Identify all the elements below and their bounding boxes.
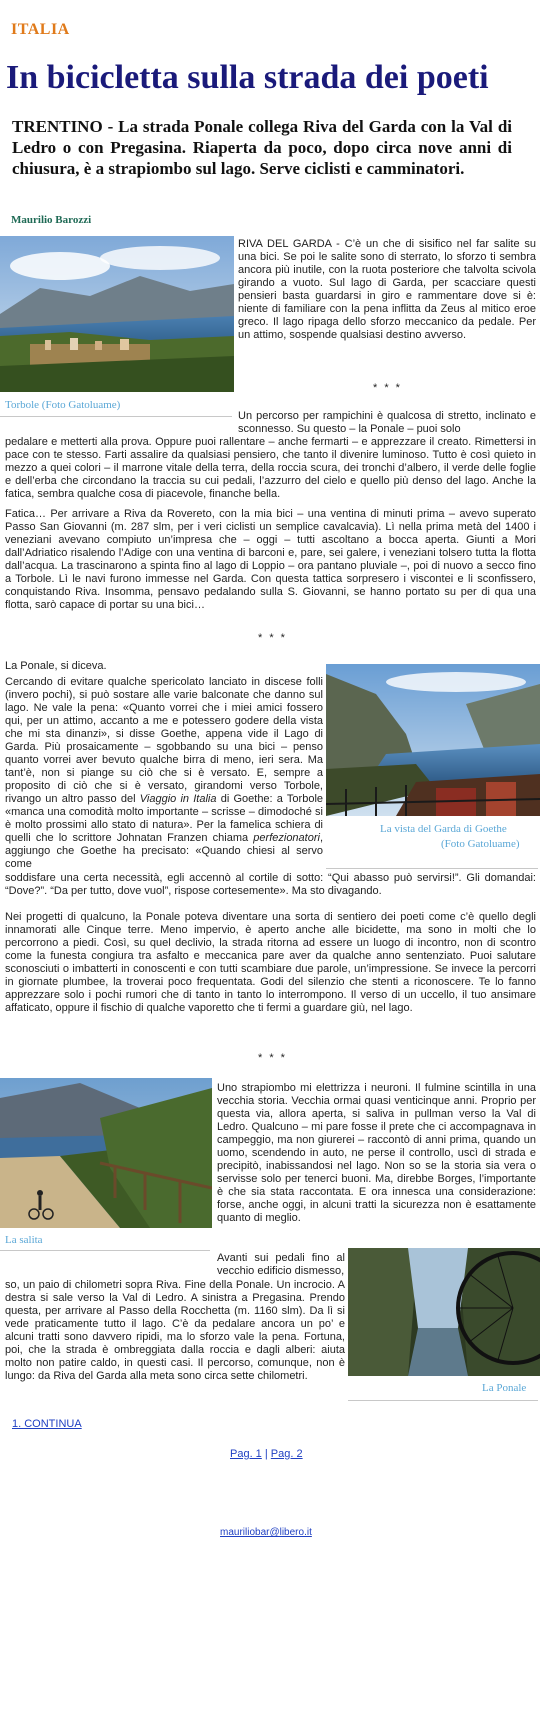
paragraph-4-text-b: di Goethe: a Torbole «manca una comodità molto importante – scrisse – dimodoché si è molto prossimi allo stato di natura». Per la famelica schiera di quelli che lo scrittore Johnatan Franzen chiama	[5, 793, 324, 844]
continue-link[interactable]: 1. CONTINUA	[12, 1418, 82, 1430]
page-1-link[interactable]: Pag. 1	[230, 1448, 262, 1460]
paragraph-2-intro: Un percorso per rampichini è qualcosa di stretto, inclinato e sconnesso. Su questo – la Ponale – puoi solo	[238, 410, 536, 435]
section-label: ITALIA	[11, 21, 70, 38]
pagination	[230, 1448, 303, 1460]
section-separator: * * *	[258, 632, 287, 644]
torbole-image	[0, 236, 234, 392]
photo-salita	[0, 1078, 212, 1228]
caption-divider	[0, 1250, 210, 1251]
book-title: Viaggio in Italia	[139, 793, 217, 805]
paragraph-7-intro: Avanti sui pedali fino al vecchio edificio dismesso,	[217, 1252, 345, 1277]
photo-ponale	[348, 1248, 540, 1376]
paragraph-3: Fatica… Per arrivare a Riva da Rovereto, con la mia bici – una ventina di minuti prima – avevo superato Passo San Giovanni (m. 287 slm, per i veri ciclisti un semplice cavalcavia). Lì nella prima metà del 1400 i veneziani avevano compiuto un’impresa che – oggi – tutti ascoltano a bocca aperta. Giunti a Mori dall’Adriatico risalendo l’Adige con una ventina di barconi e, pare, sei galere, i veneziani tolsero tutta la flotta dall’acqua. La trascinarono a spinta fino al lago di Loppio – ora pantano pluviale –, poi di nuovo a secco fino a Torbole. Lì le navi furono immesse nel Garda. Con questa tattica sorpresero i viscontei e li sconfissero, conquistando Riva. Insomma, pensavo pedalando sulla S. Giovanni, se hanno portato su per di qua una flotta, sarò capace di portar su una bici…	[5, 508, 536, 611]
author-email-link[interactable]: mauriliobar@libero.it	[220, 1527, 312, 1538]
photo-goethe-view	[326, 664, 540, 816]
article-author: Maurilio Barozzi	[11, 214, 92, 226]
article-subheading: TRENTINO - La strada Ponale collega Riva del Garda con la Val di Ledro o con Pregasina. Riaperta da poco, dopo circa nove anni di chiusura, è a strapiombo sul lago. Serve ciclisti e camminatori.	[12, 117, 512, 178]
caption-torbole: Torbole (Foto Gatoluame)	[5, 399, 121, 411]
salita-image	[0, 1078, 212, 1228]
paragraph-1: RIVA DEL GARDA - C’è un che di sisifico nel far salite su una bici. Se poi le salite sono di sterrato, lo sforzo ti sembra ancora più inutile, con la ruota posteriore che talvolta scivola girando a vuoto. Sul lago di Garda, per scacciare questi pensieri basta guardarsi in giro e rammentare dove si è: niente di familiare con la pena inflitta da Zeus al mitico eroe greco. Il lago ripaga dello sforzo meccanico da pedale. Per un attimo, sospende qualsiasi destino avverso.	[238, 238, 536, 341]
caption-goethe-view-2: (Foto Gatoluame)	[441, 838, 520, 850]
caption-salita: La salita	[5, 1234, 43, 1246]
paragraph-4	[5, 676, 323, 871]
paragraph-2: pedalare e metterti alla prova. Oppure puoi rallentare – anche fermarti – e apprezzare il creato. Rimettersi in pace con te stesso. Farti assalire da qualsiasi pensiero, che tanto il divenire luminoso. Tutto è così quieto in mezzo a quei colori – il marrone vitale della terra, della roccia scura, dei tronchi d’albero, il verde delle foglie e dell’erba che circondano la traccia su cui pedali, l’azzurro del cielo e quello più denso del lago. Anche la fatica, sembra qualche cosa di piacevole, finanche bella.	[5, 436, 536, 500]
section-separator: * * *	[258, 1052, 287, 1064]
caption-goethe-view-1: La vista del Garda di Goethe	[380, 823, 507, 835]
paragraph-6: Uno strapiombo mi elettrizza i neuroni. Il fulmine scintilla in una vecchia storia. Vecchia ormai quasi venticinque anni. Proprio per questa via, allora aperta, si saliva in pullman verso la Val di Ledro. Qualcuno – mi pare fosse il prete che ci accompagnava in campeggio, ma non giurerei – raccontò di anni prima, quando un uomo, scendendo in auto, ne perse il controllo, uscì di strada e precipitò, inabissandosi nel lago. Non so se la storia sia vera o servisse solo per tenerci buoni. Ma, direbbe Borges, l’importante è che sia stata raccontata. E ora innesca una considerazione: forse, anche oggi, in alcuni tratti la sicurezza non è esattamente quanto di meglio.	[217, 1082, 536, 1224]
caption-divider	[326, 868, 538, 869]
photo-torbole	[0, 236, 234, 392]
caption-divider	[348, 1400, 538, 1401]
paragraph-4-intro: La Ponale, si diceva.	[5, 660, 107, 672]
article-headline: In bicicletta sulla strada dei poeti	[6, 59, 489, 96]
paragraph-7: so, un paio di chilometri sopra Riva. Fine della Ponale. Un incrocio. A destra si sale verso la Val di Ledro. A sinistra a Pregasina. Prendo questa, per arrivare al Passo della Rocchetta (m. 1160 slm). Da lì si vede praticamente tutto il lago. C’è da pedalare ancora un po’ e alcuni tratti sono davvero ripidi, ma lo sforzo vale la pena. Fortuna, poi, che la strada è ombreggiata dalla roccia e dagli alberi: aiuta molto non patire caldo, in questi casi. Il percorso, comunque, non è lungo: da Riva del Garda alla meta sono circa sette chilometri.	[5, 1279, 345, 1382]
perfezionatori-term: perfezionatori	[253, 832, 320, 844]
paragraph-4-text-c: , aggiungo che Goethe ha precisato: «Quando chiesi al servo come	[5, 832, 324, 870]
caption-divider	[0, 416, 232, 417]
section-separator: * * *	[373, 382, 402, 394]
caption-ponale: La Ponale	[482, 1382, 527, 1394]
ponale-image	[348, 1248, 540, 1376]
page-2-link[interactable]: Pag. 2	[270, 1448, 303, 1460]
paragraph-4-end: soddisfare una certa necessità, egli accennò al cortile di sotto: “Qui abasso può servirsi!”. Gli domandai: “Dove?”. “Da per tutto, dove vuol”, rispose cortesemente». Ma sto divagando.	[5, 872, 536, 897]
paragraph-5: Nei progetti di qualcuno, la Ponale poteva diventare una sorta di sentiero dei poeti come c’è quello degli innamorati alle Cinque terre. Meno impervio, è aperto anche alle bicidette, ma sono in molti che lo percorrono a piedi. Così, su quel declivio, la strada ritorna ad essere un luogo di incontro, non di scontro come la funesta congiura tra asfalto e meccanica pare aver da qualche anno sentenziato. Puoi salutare sconosciuti o imbatterti in conoscenti e con tutti scambiare due parole, un’impressione. Se invece la percorri in giornate plumbee, la troverai poco frequentata. Godi del silenzio che stenti a riconoscere. Te lo fanno apprezzare solo i pochi rumori che di tanto in tanto lo interrompono. Il verso di un uccello, il tuo ansimare affaticato, oppure il fischio di qualche vaporetto che ti fermi a guardare giù, nel lago.	[5, 911, 536, 1014]
goethe-view-image	[326, 664, 540, 816]
paragraph-4-text-a: Cercando di evitare qualche spericolato lanciato in discese folli (invero pochi), si può sostare alle varie balconate che danno sul lago. Ne vale la pena: «Quanto vorrei che i miei amici fossero qui, per un attimo, accanto a me e potessero godere della vista che mi sta dinanzi», si disse Goethe, appena vide il Lago di Garda. Più prosaicamente – sgobbando su una bici – penso quanto vorrei aver bevuto qualche birra di meno, ieri sera. Ma tant’è, non si piange su ciò che si è versato. E, sempre a proposito di ciò che si è versato, girandomi verso Torbole, rivango un altro passo del	[5, 676, 323, 805]
pagination-separator: |	[264, 1448, 268, 1460]
